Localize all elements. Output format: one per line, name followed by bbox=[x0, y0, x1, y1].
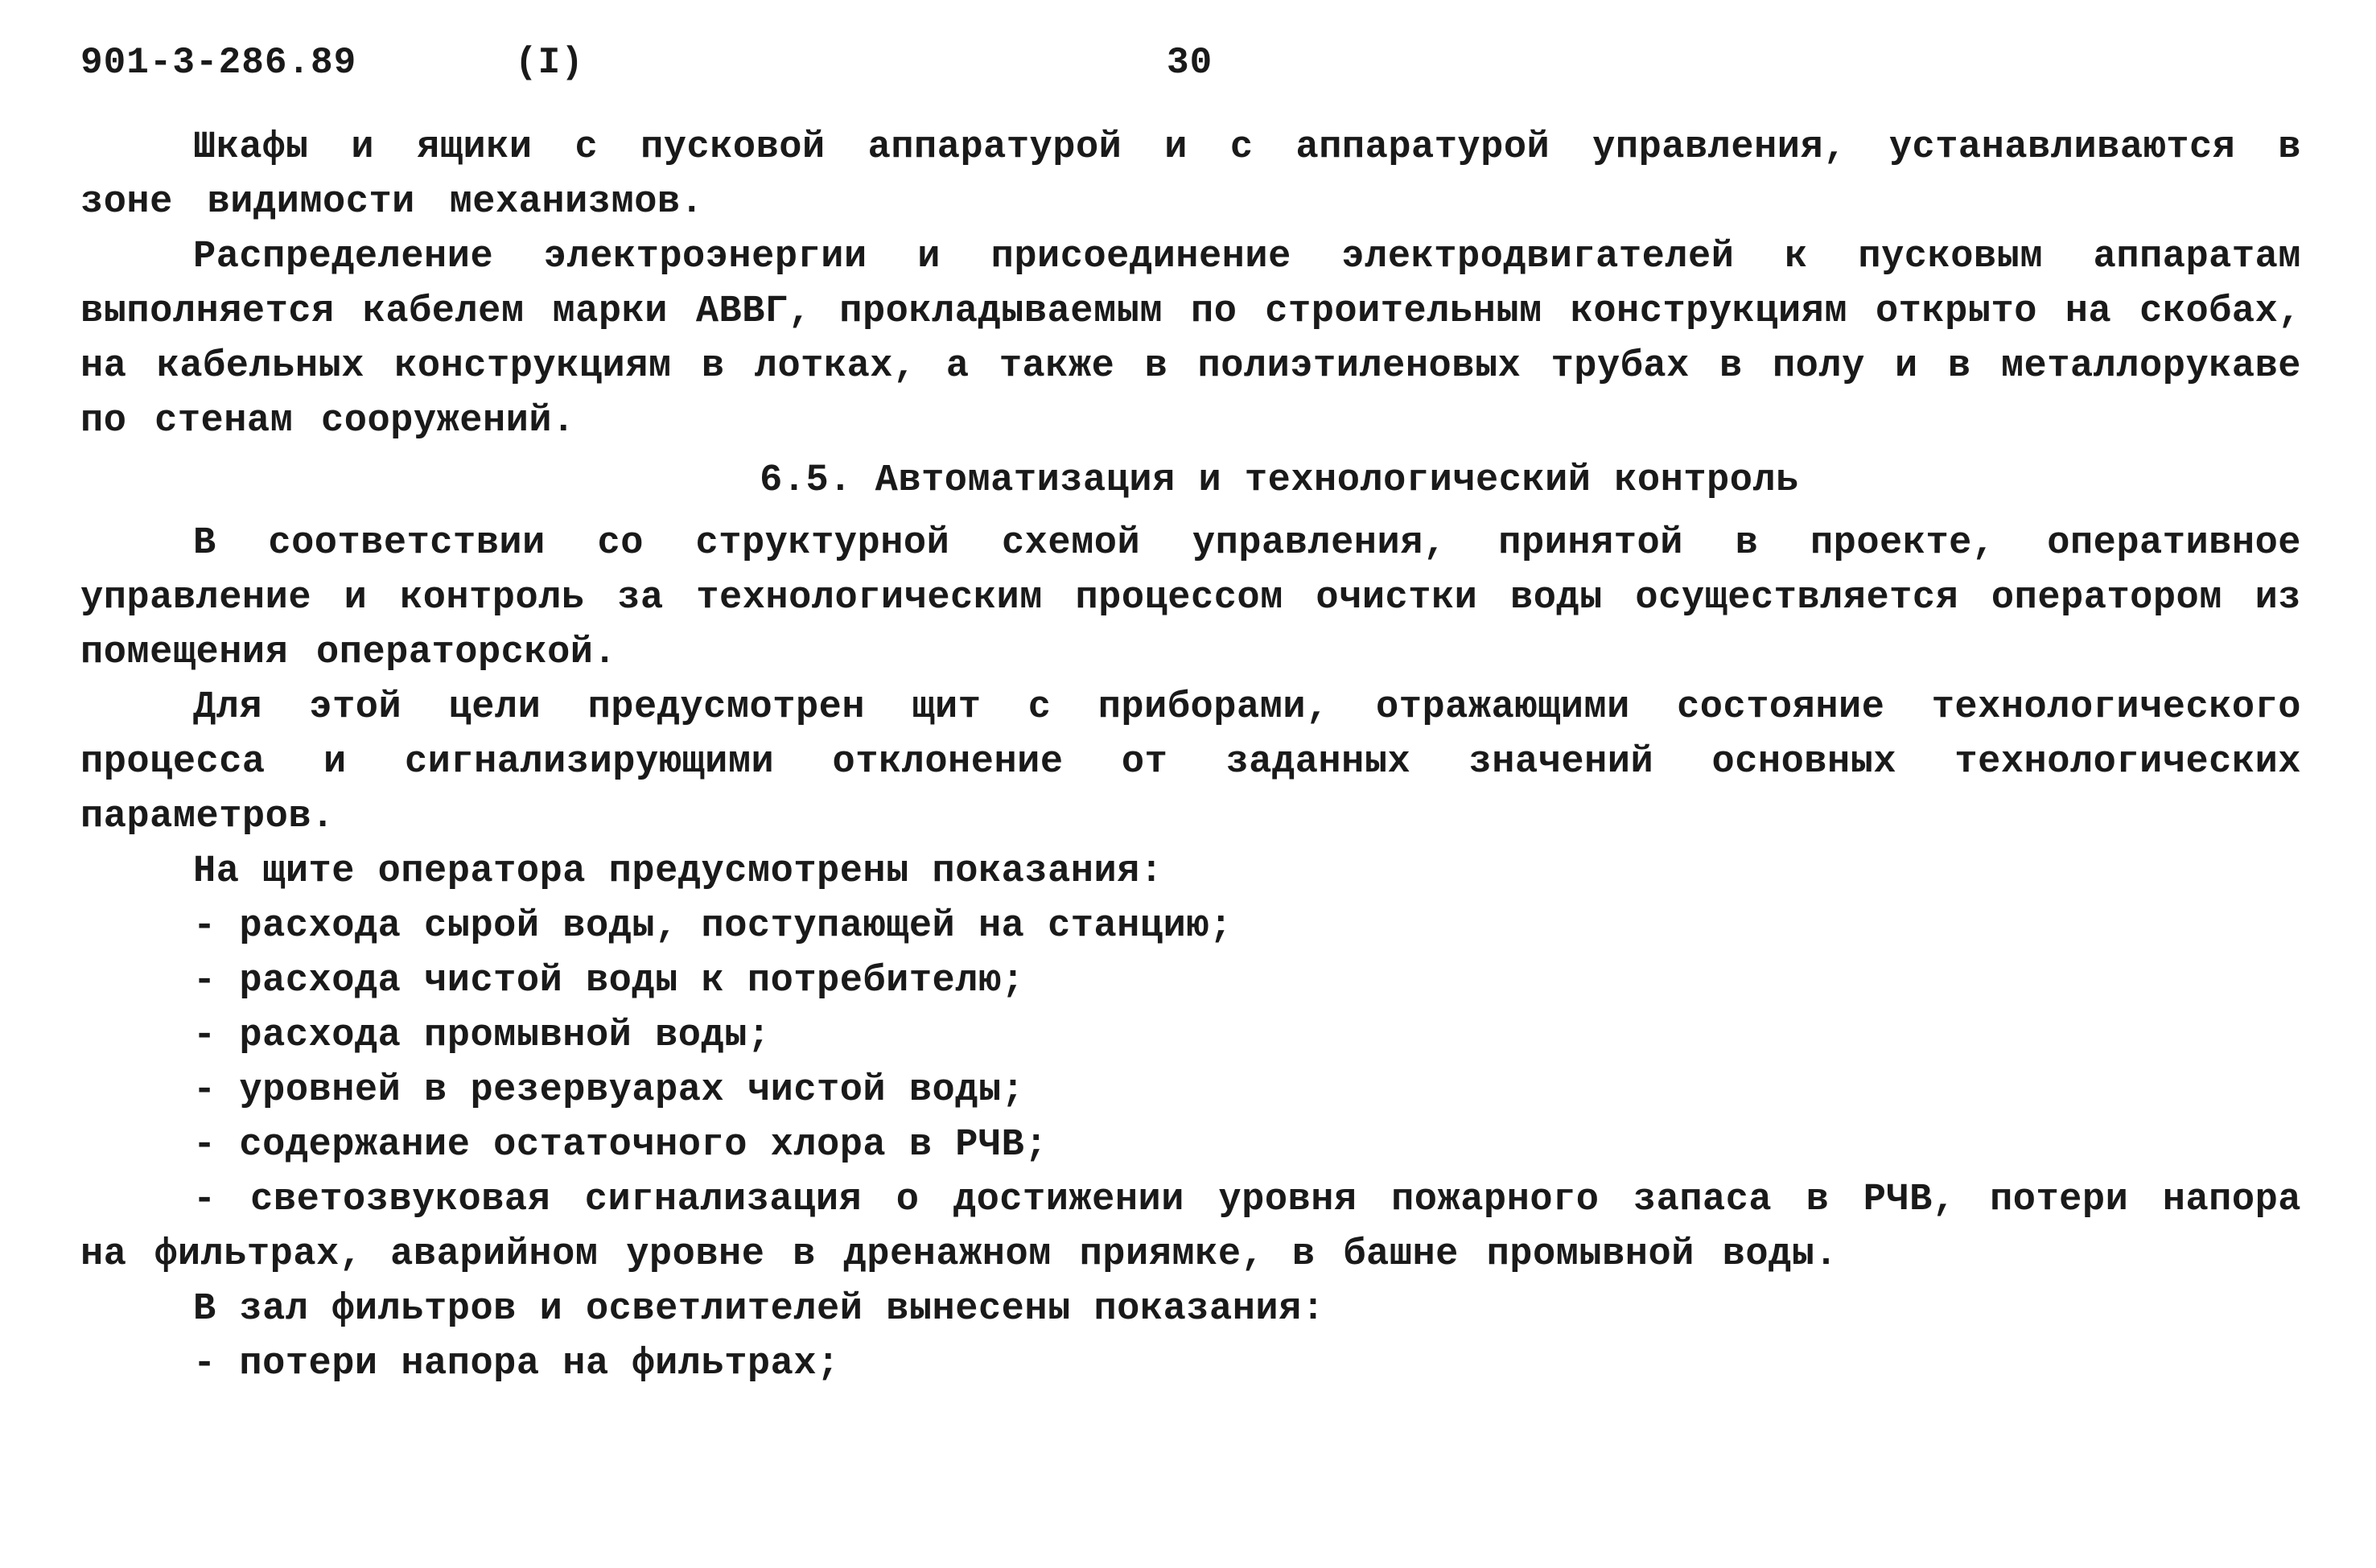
list-item: - расхода сырой воды, поступающей на станцию; bbox=[193, 905, 1233, 948]
page-number: 30 bbox=[1167, 42, 1213, 84]
paragraph-cabinets: Шкафы и ящики с пусковой аппаратурой и с аппаратурой управления, устанавливаются в зоне видимости механизмов. bbox=[80, 126, 2301, 224]
paragraph-filter-hall-readings: В зал фильтров и осветлителей вынесены показания: bbox=[193, 1288, 1325, 1331]
sheet-mark: (I) bbox=[515, 42, 584, 84]
paragraph-operational-control: В соответствии со структурной схемой управления, принятой в проекте, оперативное управление и контроль за технологическим процессом очистки воды осуществляется оператором из помещения операторской. bbox=[80, 522, 2301, 674]
list-item: - уровней в резервуарах чистой воды; bbox=[193, 1069, 1025, 1112]
document-code: 901-3-286.89 bbox=[80, 42, 357, 84]
paragraph-control-panel: Для этой цели предусмотрен щит с приборами, отражающими состояние технологического процесса и сигнализирующими отклонение от заданных значений основных технологических параметров. bbox=[80, 686, 2301, 838]
document-body bbox=[80, 121, 2301, 1392]
section-title: 6.5. Автоматизация и технологический контроль bbox=[760, 459, 1799, 502]
list-item: - содержание остаточного хлора в РЧВ; bbox=[193, 1124, 1048, 1167]
list-item: - расхода чистой воды к потребителю; bbox=[193, 960, 1025, 1002]
page-header bbox=[80, 42, 2333, 98]
list-item: - расхода промывной воды; bbox=[193, 1014, 771, 1057]
paragraph-power-distribution: Распределение электроэнергии и присоединение электродвигателей к пусковым аппаратам выполняется кабелем марки АВВГ, прокладываемым по строительным конструкциям открыто на скобах, на кабельных конструкциям в лотках, а также в полиэтиленовых трубах в полу и в металлорукаве по стенам сооружений. bbox=[80, 236, 2301, 442]
paragraph-operator-readings: На щите оператора предусмотрены показания: bbox=[193, 850, 1163, 893]
list-item: - потери напора на фильтрах; bbox=[193, 1343, 840, 1385]
paragraph-alarm-signaling: - светозвуковая сигнализация о достижении уровня пожарного запаса в РЧВ, потери напора на фильтрах, аварийном уровне в дренажном приямке, в башне промывной воды. bbox=[80, 1179, 2301, 1276]
